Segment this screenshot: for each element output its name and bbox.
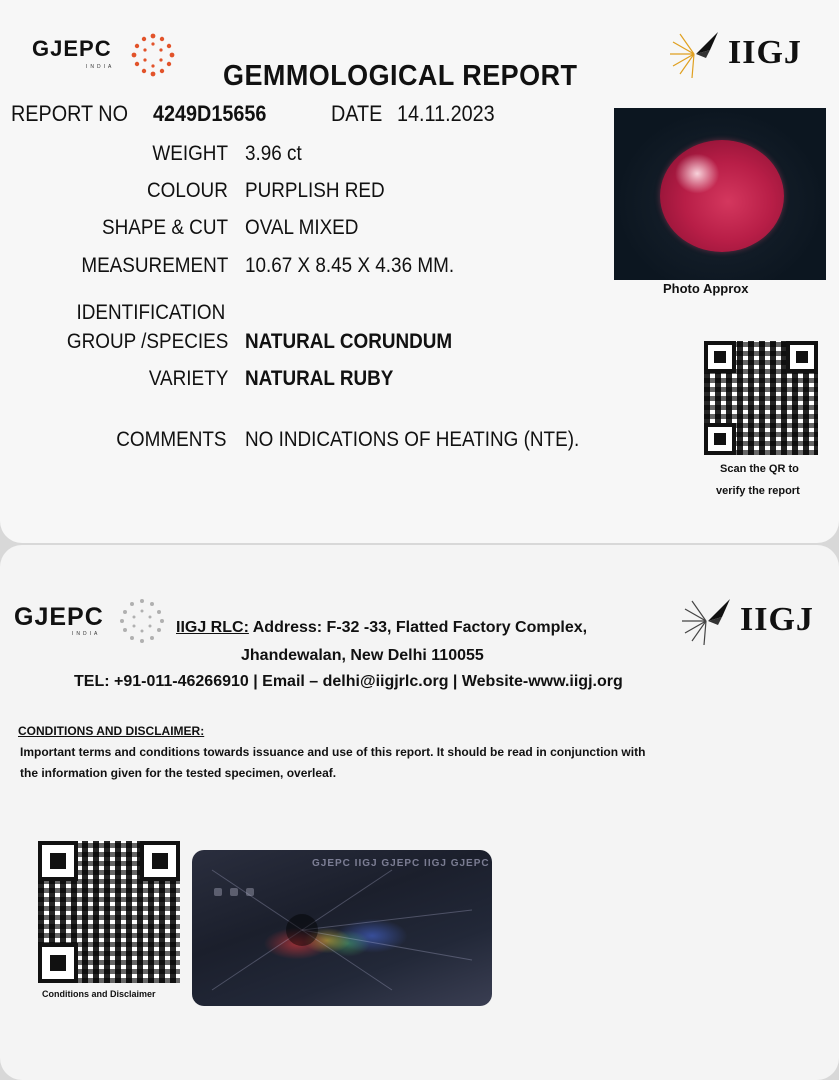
qr-caption-line2: verify the report (716, 485, 800, 497)
weight-label: WEIGHT (152, 142, 228, 165)
conditions-line1: Important terms and conditions towards issuance and use of this report. It should be read in conjunction with (20, 745, 646, 759)
qr-back-finder-tl (38, 841, 78, 881)
date-label: DATE (331, 101, 383, 126)
shape-cut-value: OVAL MIXED (245, 216, 359, 239)
weight-value: 3.96 ct (245, 142, 302, 165)
measurement-value: 10.67 X 8.45 X 4.36 MM. (245, 254, 455, 277)
qr-caption-line1: Scan the QR to (720, 463, 799, 475)
conditions-line2: the information given for the tested specimen, overleaf. (20, 766, 337, 780)
hologram-sticker (192, 850, 492, 1006)
contact-line: TEL: +91-011-46266910 | Email – delhi@iigjrlc.org | Website-www.iigj.org (74, 673, 623, 690)
qr-finder-tr (786, 341, 818, 373)
gjepc-back-sunburst-icon (116, 595, 168, 647)
shape-cut-label: SHAPE & CUT (101, 216, 228, 239)
iigj-logo-text: IIGJ (728, 34, 802, 71)
report-back-card (0, 545, 839, 1080)
conditions-heading: CONDITIONS AND DISCLAIMER: (18, 724, 205, 738)
photo-caption: Photo Approx (663, 281, 749, 296)
report-title: GEMMOLOGICAL REPORT (223, 60, 578, 92)
variety-value: NATURAL RUBY (245, 367, 394, 390)
address-line2: Jhandewalan, New Delhi 110055 (241, 647, 484, 664)
colour-value: PURPLISH RED (245, 179, 385, 202)
iigj-back-sunburst-icon (678, 595, 734, 647)
gjepc-logo-text: GJEPC (32, 36, 112, 61)
comments-label: COMMENTS (115, 428, 226, 451)
measurement-label: MEASUREMENT (80, 254, 228, 277)
gjepc-logo-back (14, 595, 174, 645)
iigj-logo-back (678, 593, 828, 651)
variety-label: VARIETY (148, 367, 228, 390)
group-species-label: GROUP /SPECIES (66, 330, 228, 353)
verify-qr-code[interactable] (704, 341, 818, 455)
group-species-value: NATURAL CORUNDUM (245, 330, 453, 353)
gjepc-sunburst-icon (128, 30, 178, 80)
qr-back-finder-tr (140, 841, 180, 881)
qr-finder-tl (704, 341, 736, 373)
address-label: IIGJ RLC: (176, 619, 249, 636)
iigj-logo (666, 24, 816, 82)
iigj-sunburst-icon (666, 28, 722, 80)
iigj-logo-back-text: IIGJ (740, 601, 814, 638)
conditions-qr-code[interactable] (38, 841, 180, 983)
comments-value: NO INDICATIONS OF HEATING (NTE). (245, 428, 580, 451)
qr-back-finder-bl (38, 943, 78, 983)
hologram-text: GJEPC IIGJ GJEPC IIGJ GJEPC (312, 858, 490, 869)
address-block (176, 619, 587, 637)
ruby-image (660, 140, 784, 252)
qr-finder-bl (704, 423, 736, 455)
colour-label: COLOUR (147, 179, 228, 202)
address-line1: Address: F-32 -33, Flatted Factory Complex, (252, 619, 588, 636)
gjepc-logo-back-subtext: INDIA (72, 631, 101, 637)
identification-label: IDENTIFICATION (76, 301, 225, 324)
report-no-value: 4249D15656 (153, 101, 267, 126)
date-value: 14.11.2023 (397, 101, 495, 126)
gem-photo (614, 108, 826, 280)
gjepc-logo-back-text: GJEPC (14, 603, 104, 631)
hologram-pattern-icon (192, 850, 492, 1006)
gjepc-logo (32, 34, 177, 84)
report-no-label: REPORT NO (11, 101, 128, 126)
conditions-qr-caption: Conditions and Disclaimer (42, 989, 156, 999)
gjepc-logo-subtext: INDIA (86, 64, 115, 70)
